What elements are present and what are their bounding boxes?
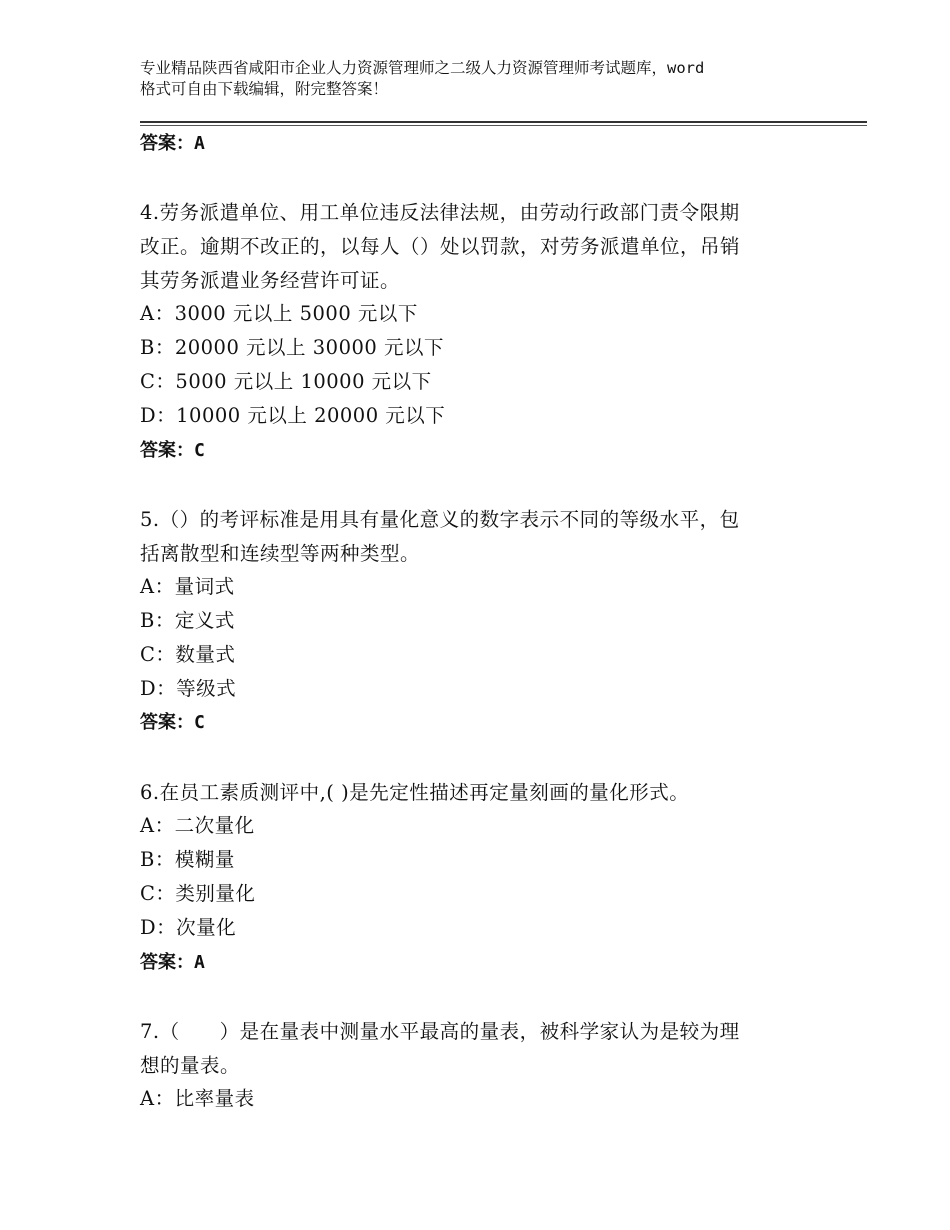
question-5-option-c: C：数量式 <box>140 643 236 666</box>
question-6-option-b: B：模糊量 <box>140 848 235 871</box>
question-4-option-b: B：20000 元以上 30000 元以下 <box>140 336 444 359</box>
question-7-stem-line-1: 7.（ ）是在量表中测量水平最高的量表，被科学家认为是较为理 <box>140 1020 740 1043</box>
question-5-stem-line-1: 5.（）的考评标准是用具有量化意义的数字表示不同的等级水平，包 <box>140 508 740 531</box>
question-7-stem-line-2: 想的量表。 <box>140 1054 241 1077</box>
question-7-option-a: A：比率量表 <box>140 1087 255 1110</box>
question-5-option-b: B：定义式 <box>140 609 235 632</box>
document-header <box>140 58 840 100</box>
question-4-stem <box>140 196 800 298</box>
question-4-stem-line-2: 改正。逾期不改正的，以每人（）处以罚款，对劳务派遣单位，吊销 <box>140 235 741 258</box>
question-7-stem <box>140 1015 800 1083</box>
question-6-stem <box>140 776 800 810</box>
question-6-option-a: A：二次量化 <box>140 814 255 837</box>
header-divider-thick <box>140 121 867 123</box>
question-6-answer: 答案：A <box>140 952 205 973</box>
question-4-option-d: D：10000 元以上 20000 元以下 <box>140 404 446 427</box>
question-4-option-c: C：5000 元以上 10000 元以下 <box>140 370 432 393</box>
question-6-stem-line-1: 6.在员工素质测评中,( )是先定性描述再定量刻画的量化形式。 <box>140 781 690 804</box>
question-5-option-a: A：量词式 <box>140 575 235 598</box>
header-line-1: 专业精品陕西省咸阳市企业人力资源管理师之二级人力资源管理师考试题库，word <box>140 59 705 77</box>
question-5-answer: 答案：C <box>140 712 205 733</box>
question-6-option-c: C：类别量化 <box>140 882 256 905</box>
question-4-stem-line-1: 4.劳务派遣单位、用工单位违反法律法规，由劳动行政部门责令限期 <box>140 201 740 224</box>
header-divider-thin <box>140 125 867 126</box>
question-5-option-d: D：等级式 <box>140 677 237 700</box>
question-6-option-d: D：次量化 <box>140 916 237 939</box>
question-4-stem-line-3: 其劳务派遣业务经营许可证。 <box>140 269 401 292</box>
previous-answer: 答案：A <box>140 133 205 154</box>
question-4-answer: 答案：C <box>140 440 205 461</box>
header-line-2: 格式可自由下载编辑，附完整答案！ <box>140 80 389 98</box>
question-5-stem <box>140 503 800 571</box>
question-5-stem-line-2: 括离散型和连续型等两种类型。 <box>140 542 421 565</box>
question-4-option-a: A：3000 元以上 5000 元以下 <box>140 302 418 325</box>
